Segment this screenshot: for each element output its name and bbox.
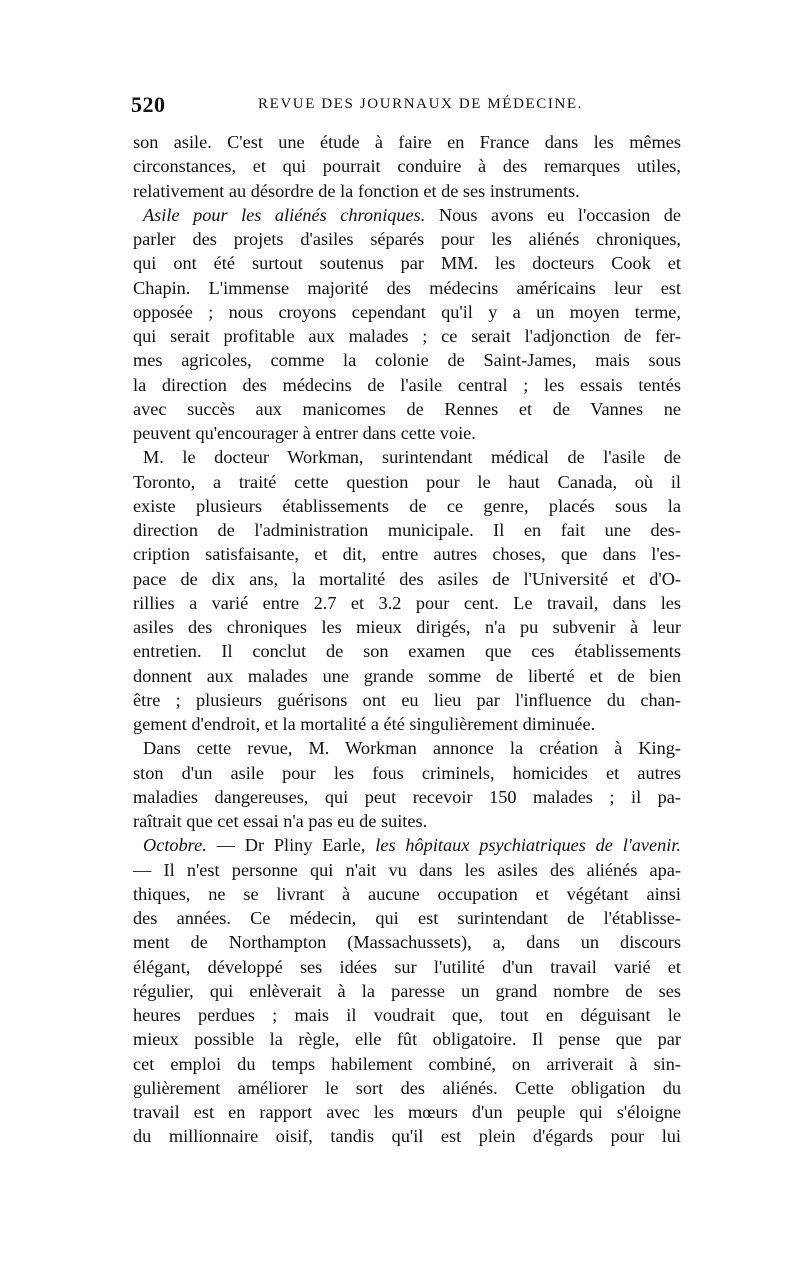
line-text: mes agricoles, comme la colonie de Saint-James, mais sous xyxy=(133,350,681,371)
line-text: du millionnaire oisif, tandis qu'il est plein d'égards pour lui xyxy=(133,1126,681,1147)
text-line xyxy=(133,203,681,227)
page-header xyxy=(131,92,679,122)
text-line xyxy=(133,809,681,833)
text-line xyxy=(133,179,681,203)
text-line xyxy=(133,542,681,566)
line-text: circonstances, et qui pourrait conduire à des remarques utiles, xyxy=(133,156,681,177)
line-text: Nous avons eu l'occasion de xyxy=(425,204,681,225)
text-line xyxy=(133,348,681,372)
text-line xyxy=(133,276,681,300)
text-line xyxy=(133,494,681,518)
text-line xyxy=(133,1052,681,1076)
line-text: entretien. Il conclut de son examen que ces établissements xyxy=(133,641,681,662)
text-line xyxy=(133,445,681,469)
page-number: 520 xyxy=(131,92,166,117)
line-text: pace de dix ans, la mortalité des asiles de l'Université et d'O- xyxy=(133,568,681,589)
text-line xyxy=(133,373,681,397)
text-line xyxy=(133,955,681,979)
line-text: régulier, qui enlèverait à la paresse un grand nombre de ses xyxy=(133,980,681,1001)
text-line xyxy=(133,761,681,785)
text-line xyxy=(133,664,681,688)
line-text: M. le docteur Workman, surintendant médical de l'asile de xyxy=(143,447,681,468)
text-line xyxy=(133,591,681,615)
text-line xyxy=(133,785,681,809)
italic-title: les hôpitaux psychiatriques de l'avenir. xyxy=(375,835,681,856)
line-text: ment de Northampton (Massachussets), a, dans un discours xyxy=(133,932,681,953)
line-text: relativement au désordre de la fonction et de ses instruments. xyxy=(133,180,580,201)
text-line xyxy=(133,688,681,712)
line-text: qui serait profitable aux malades ; ce serait l'adjonction de fer- xyxy=(133,326,681,346)
line-text: gement d'endroit, et la mortalité a été singulièrement diminuée. xyxy=(133,714,596,734)
body-text xyxy=(133,130,681,1149)
line-text: qui ont été surtout soutenus par MM. les docteurs Cook et xyxy=(133,253,681,274)
text-line xyxy=(133,470,681,494)
line-text: peuvent qu'encourager à entrer dans cette voie. xyxy=(133,423,476,443)
line-text: gulièrement améliorer le sort des aliénés. Cette obligation du xyxy=(133,1077,681,1098)
line-text: cet emploi du temps habilement combiné, on arriverait à sin- xyxy=(133,1053,681,1074)
text-line xyxy=(133,615,681,639)
text-line xyxy=(133,300,681,324)
line-text: avec succès aux manicomes de Rennes et de Vannes ne xyxy=(133,398,681,419)
line-text: mieux possible la règle, elle fût obligatoire. Il pense que par xyxy=(133,1029,681,1050)
line-text: maladies dangereuses, qui peut recevoir 150 malades ; il pa- xyxy=(133,786,681,807)
text-line xyxy=(133,154,681,178)
line-text: être ; plusieurs guérisons ont eu lieu par l'influence du chan- xyxy=(133,689,681,710)
line-text: donnent aux malades une grande somme de liberté et de bien xyxy=(133,665,681,686)
line-text: son asile. C'est une étude à faire en France dans les mêmes xyxy=(133,132,681,152)
text-line xyxy=(133,1124,681,1148)
text-line xyxy=(133,227,681,251)
text-line xyxy=(133,397,681,421)
line-text: travail est en rapport avec les mœurs d'un peuple qui s'éloigne xyxy=(133,1102,681,1122)
line-text: élégant, développé ses idées sur l'utilité d'un travail varié et xyxy=(133,956,681,977)
text-line xyxy=(133,567,681,591)
text-line xyxy=(133,639,681,663)
line-text: cription satisfaisante, et dit, entre autres choses, que dans l'es- xyxy=(133,544,681,565)
line-text: raîtrait que cet essai n'a pas eu de suites. xyxy=(133,811,428,831)
line-text: la direction des médecins de l'asile central ; les essais tentés xyxy=(133,374,681,395)
line-text: Dans cette revue, M. Workman annonce la création à King- xyxy=(143,738,681,759)
line-text: parler des projets d'asiles séparés pour les aliénés chroniques, xyxy=(133,229,681,249)
line-text: des années. Ce médecin, qui est surintendant de l'établisse- xyxy=(133,908,681,928)
line-text: heures perdues ; mais il voudrait que, tout en déguisant le xyxy=(133,1005,681,1025)
line-text: direction de l'administration municipale. Il en fait une des- xyxy=(133,520,681,540)
line-text: — Dr Pliny Earle, xyxy=(206,835,376,856)
text-line xyxy=(133,833,681,857)
text-line xyxy=(133,251,681,275)
text-line xyxy=(133,130,681,154)
text-line xyxy=(133,979,681,1003)
line-text: ston d'un asile pour les fous criminels, homicides et autres xyxy=(133,762,681,783)
line-text: Chapin. L'immense majorité des médecins américains leur est xyxy=(133,277,681,298)
text-line xyxy=(133,712,681,736)
line-text: existe plusieurs établissements de ce genre, placés sous la xyxy=(133,495,681,516)
text-line xyxy=(133,518,681,542)
line-text: rillies a varié entre 2.7 et 3.2 pour cent. Le travail, dans les xyxy=(133,592,681,613)
line-text: asiles des chroniques les mieux dirigés, n'a pu subvenir à leur xyxy=(133,617,681,637)
text-line xyxy=(133,882,681,906)
text-line xyxy=(133,421,681,445)
text-line xyxy=(133,1100,681,1124)
italic-heading: Asile pour les aliénés chroniques. xyxy=(143,204,426,225)
running-head: REVUE DES JOURNAUX DE MÉDECINE. xyxy=(258,96,584,112)
text-line xyxy=(133,930,681,954)
text-line xyxy=(133,1027,681,1051)
text-line xyxy=(133,858,681,882)
italic-heading: Octobre. xyxy=(143,835,207,856)
line-text: Toronto, a traité cette question pour le haut Canada, où il xyxy=(133,471,681,492)
line-text: thiques, ne se livrant à aucune occupation et végétant ainsi xyxy=(133,883,681,904)
text-line xyxy=(133,1003,681,1027)
line-text: opposée ; nous croyons cependant qu'il y a un moyen terme, xyxy=(133,301,681,322)
text-line xyxy=(133,906,681,930)
line-text: — Il n'est personne qui n'ait vu dans les asiles des aliénés apa- xyxy=(133,859,681,880)
text-line xyxy=(133,736,681,760)
text-line xyxy=(133,1076,681,1100)
text-line xyxy=(133,324,681,348)
